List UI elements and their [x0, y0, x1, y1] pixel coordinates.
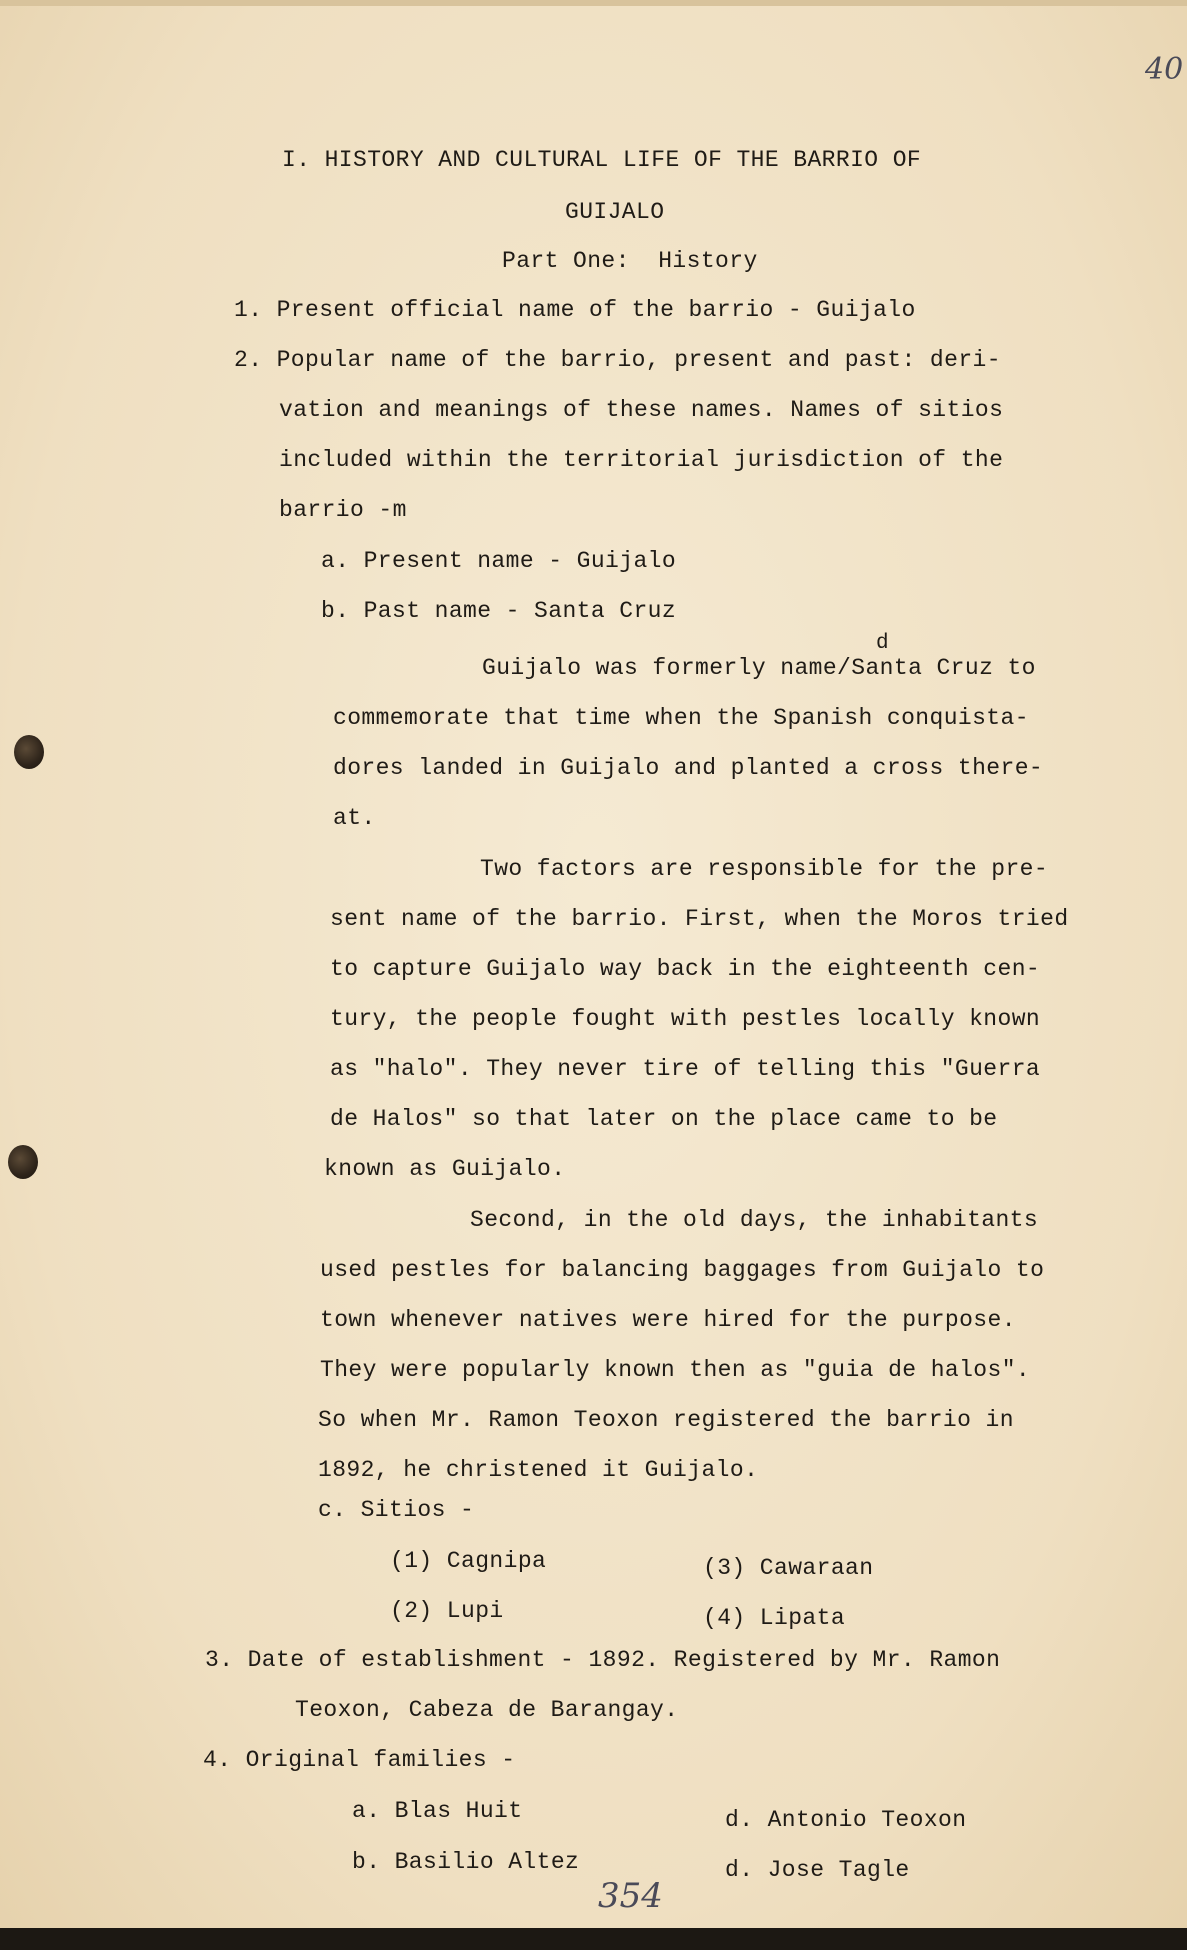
- paragraph-3-line: Second, in the old days, the inhabitants: [470, 1207, 1039, 1233]
- paragraph-2-line: known as Guijalo.: [324, 1156, 566, 1182]
- item-2-line: included within the territorial jurisdiction of the: [279, 447, 1004, 473]
- paragraph-3-line: 1892, he christened it Guijalo.: [318, 1457, 759, 1483]
- sub-item-b: b. Past name - Santa Cruz: [321, 598, 677, 624]
- family-item: d. Jose Tagle: [725, 1857, 910, 1883]
- item-2-line: 2. Popular name of the barrio, present and past: deri-: [234, 347, 1001, 373]
- scan-bottom-border: [0, 1928, 1187, 1950]
- paragraph-2-line: Two factors are responsible for the pre-: [480, 856, 1049, 882]
- sub-item-a: a. Present name - Guijalo: [321, 548, 677, 574]
- paragraph-2-line: tury, the people fought with pestles locally known: [330, 1006, 1041, 1032]
- title-line-1: I. HISTORY AND CULTURAL LIFE OF THE BARRIO OF: [282, 147, 922, 173]
- item-2-line: barrio -m: [279, 497, 407, 523]
- item-4: 4. Original families -: [203, 1747, 516, 1773]
- paragraph-2-line: as "halo". They never tire of telling this "Guerra: [330, 1056, 1041, 1082]
- paragraph-3-line: used pestles for balancing baggages from Guijalo to: [320, 1257, 1045, 1283]
- paragraph-3-line: So when Mr. Ramon Teoxon registered the barrio in: [318, 1407, 1014, 1433]
- title-line-2: GUIJALO: [565, 199, 665, 225]
- item-1: 1. Present official name of the barrio - Guijalo: [234, 297, 916, 323]
- sitio-item: (3) Cawaraan: [703, 1555, 874, 1581]
- paragraph-2-line: to capture Guijalo way back in the eighteenth cen-: [330, 956, 1041, 982]
- page-top-edge: [0, 0, 1187, 6]
- subtitle: Part One: History: [502, 248, 758, 274]
- family-item: a. Blas Huit: [352, 1798, 523, 1824]
- punch-hole-top: [14, 735, 44, 769]
- typed-insertion-d: d: [876, 632, 890, 655]
- sitio-item: (1) Cagnipa: [390, 1548, 547, 1574]
- sitio-item: (2) Lupi: [390, 1598, 504, 1624]
- paragraph-3-line: town whenever natives were hired for the purpose.: [320, 1307, 1016, 1333]
- item-3-line: 3. Date of establishment - 1892. Registered by Mr. Ramon: [205, 1647, 1001, 1673]
- page-number-top: 40: [1145, 52, 1184, 87]
- paragraph-1-line: at.: [333, 805, 376, 831]
- paragraph-3-line: They were popularly known then as "guia de halos".: [320, 1357, 1031, 1383]
- paragraph-1-line: commemorate that time when the Spanish conquista-: [333, 705, 1029, 731]
- item-3-line: Teoxon, Cabeza de Barangay.: [295, 1697, 679, 1723]
- page-number-bottom: 354: [598, 1876, 663, 1916]
- sub-item-c: c. Sitios -: [318, 1497, 475, 1523]
- paragraph-2-line: de Halos" so that later on the place came to be: [330, 1106, 998, 1132]
- family-item: d. Antonio Teoxon: [725, 1807, 967, 1833]
- sitio-item: (4) Lipata: [703, 1605, 846, 1631]
- paragraph-1-line: dores landed in Guijalo and planted a cross there-: [333, 755, 1044, 781]
- punch-hole-bottom: [8, 1145, 38, 1179]
- family-item: b. Basilio Altez: [352, 1849, 580, 1875]
- item-2-line: vation and meanings of these names. Names of sitios: [279, 397, 1004, 423]
- paragraph-2-line: sent name of the barrio. First, when the Moros tried: [330, 906, 1069, 932]
- paragraph-1-line: Guijalo was formerly name/Santa Cruz to: [482, 655, 1036, 681]
